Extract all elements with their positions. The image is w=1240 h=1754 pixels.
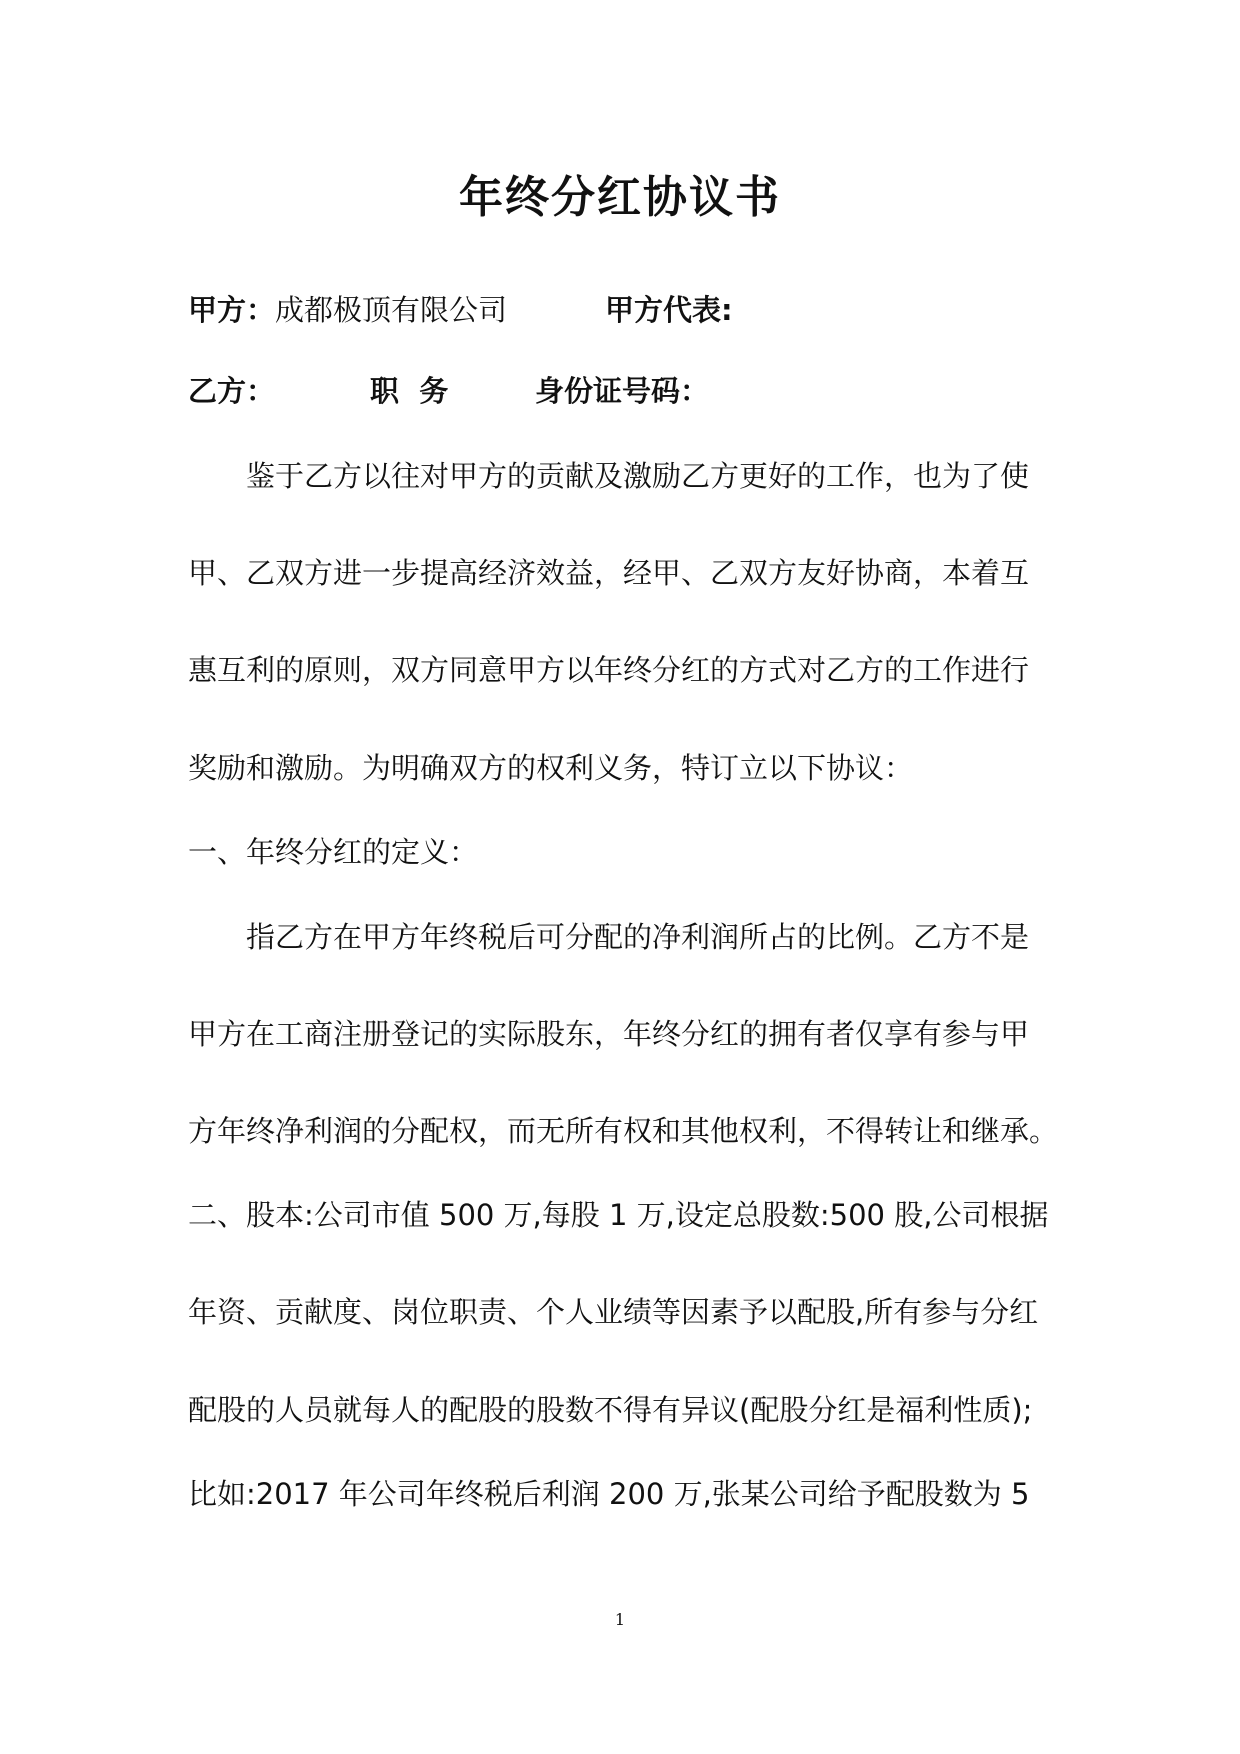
- party-a-name: 成都极顶有限公司: [275, 293, 508, 327]
- document-title: 年终分红协议书: [459, 172, 781, 223]
- page-number: 1: [614, 1610, 626, 1629]
- id-number-label: 身份证号码：: [535, 374, 710, 408]
- body-line: 年资、贡献度、岗位职责、个人业绩等因素予以配股,所有参与分红: [188, 1295, 1039, 1329]
- body-line: 方年终净利润的分配权，而无所有权和其他权利，不得转让和继承。: [188, 1114, 1059, 1148]
- party-a-row: [188, 290, 507, 330]
- position-label: 职 务: [370, 374, 449, 408]
- section-heading: 一、年终分红的定义：: [188, 835, 479, 869]
- body-line: 配股的人员就每人的配股的股数不得有异议(配股分红是福利性质);: [188, 1393, 1033, 1427]
- body-line: 甲方在工商注册登记的实际股东，年终分红的拥有者仅享有参与甲: [188, 1017, 1030, 1051]
- body-line: 指乙方在甲方年终税后可分配的净利润所占的比例。乙方不是: [246, 920, 1030, 954]
- party-b-label: 乙方：: [188, 374, 276, 408]
- body-line: 鉴于乙方以往对甲方的贡献及激励乙方更好的工作，也为了使: [246, 459, 1030, 493]
- party-a-representative-label: 甲方代表:: [605, 293, 733, 327]
- body-line: 比如:2017 年公司年终税后利润 200 万,张某公司给予配股数为 5: [188, 1477, 1030, 1511]
- body-line: 奖励和激励。为明确双方的权利义务，特订立以下协议：: [188, 751, 914, 785]
- body-line: 甲、乙双方进一步提高经济效益，经甲、乙双方友好协商，本着互: [188, 556, 1030, 590]
- party-a-label: 甲方：: [188, 293, 276, 327]
- body-line: 二、股本:公司市值 500 万,每股 1 万,设定总股数:500 股,公司根据: [188, 1198, 1049, 1232]
- body-line: 惠互利的原则，双方同意甲方以年终分红的方式对乙方的工作进行: [188, 653, 1030, 687]
